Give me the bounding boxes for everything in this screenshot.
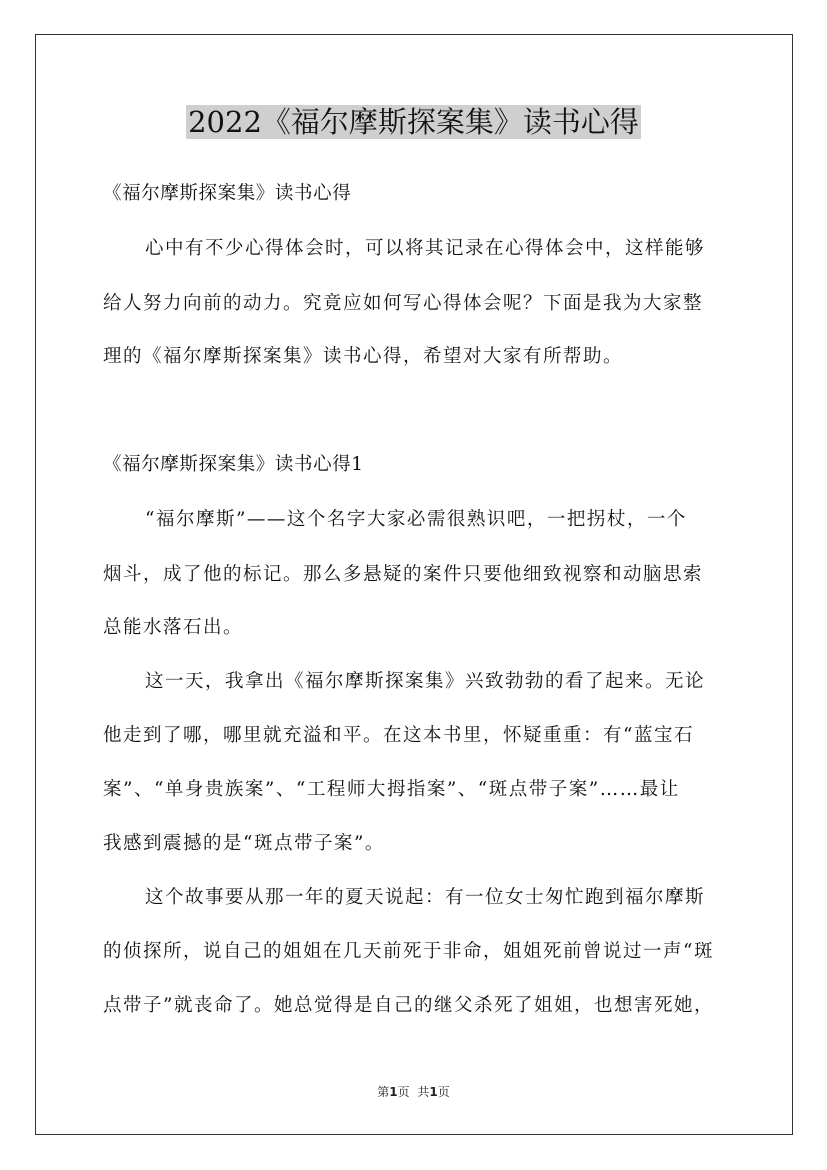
- footer-page-prefix: 第: [377, 1085, 390, 1099]
- intro-line-2: 给人努力向前的动力。究竟应如何写心得体会呢？下面是我为大家整: [103, 293, 704, 314]
- para2-line-2: 他走到了哪，哪里就充溢和平。在这本书里，怀疑重重：有“蓝宝石: [103, 725, 694, 746]
- para1-line-3: 总能水落石出。: [103, 617, 244, 638]
- para1-line-2: 烟斗，成了他的标记。那么多悬疑的案件只要他细致视察和动脑思索: [103, 564, 704, 585]
- footer-page-suffix: 页: [397, 1085, 410, 1099]
- page-footer: [0, 1083, 827, 1101]
- document-title-text: 2022《福尔摩斯探案集》读书心得: [188, 105, 639, 139]
- para3-line-3: 点带子”就丧命了。她总觉得是自己的继父杀死了姐姐，也想害死她，: [103, 995, 714, 1016]
- para1-line-1: “福尔摩斯”——这个名字大家必需很熟识吧，一把拐杖，一个: [145, 509, 687, 530]
- document-subtitle: 《福尔摩斯探案集》读书心得: [103, 183, 352, 204]
- intro-line-1: 心中有不少心得体会时，可以将其记录在心得体会中，这样能够: [145, 238, 706, 259]
- para2-line-3: 案”、“单身贵族案”、“工程师大拇指案”、“斑点带子案”……最让: [103, 779, 680, 800]
- para2-line-4: 我感到震撼的是“斑点带子案”。: [103, 833, 385, 854]
- section-heading: 《福尔摩斯探案集》读书心得1: [103, 454, 364, 475]
- para3-line-2: 的侦探所，说自己的姐姐在几天前死于非命，姐姐死前曾说过一声“斑: [103, 941, 714, 962]
- para3-line-1: 这个故事要从那一年的夏天说起：有一位女士匆忙跑到福尔摩斯: [145, 887, 706, 908]
- document-title: [0, 100, 827, 144]
- footer-total-suffix: 页: [437, 1085, 450, 1099]
- footer-total-number: 1: [429, 1085, 438, 1099]
- intro-line-3: 理的《福尔摩斯探案集》读书心得，希望对大家有所帮助。: [103, 346, 624, 367]
- footer-total-prefix: 共: [417, 1085, 430, 1099]
- footer-page-number: 1: [389, 1085, 398, 1099]
- para2-line-1: 这一天，我拿出《福尔摩斯探案集》兴致勃勃的看了起来。无论: [145, 671, 706, 692]
